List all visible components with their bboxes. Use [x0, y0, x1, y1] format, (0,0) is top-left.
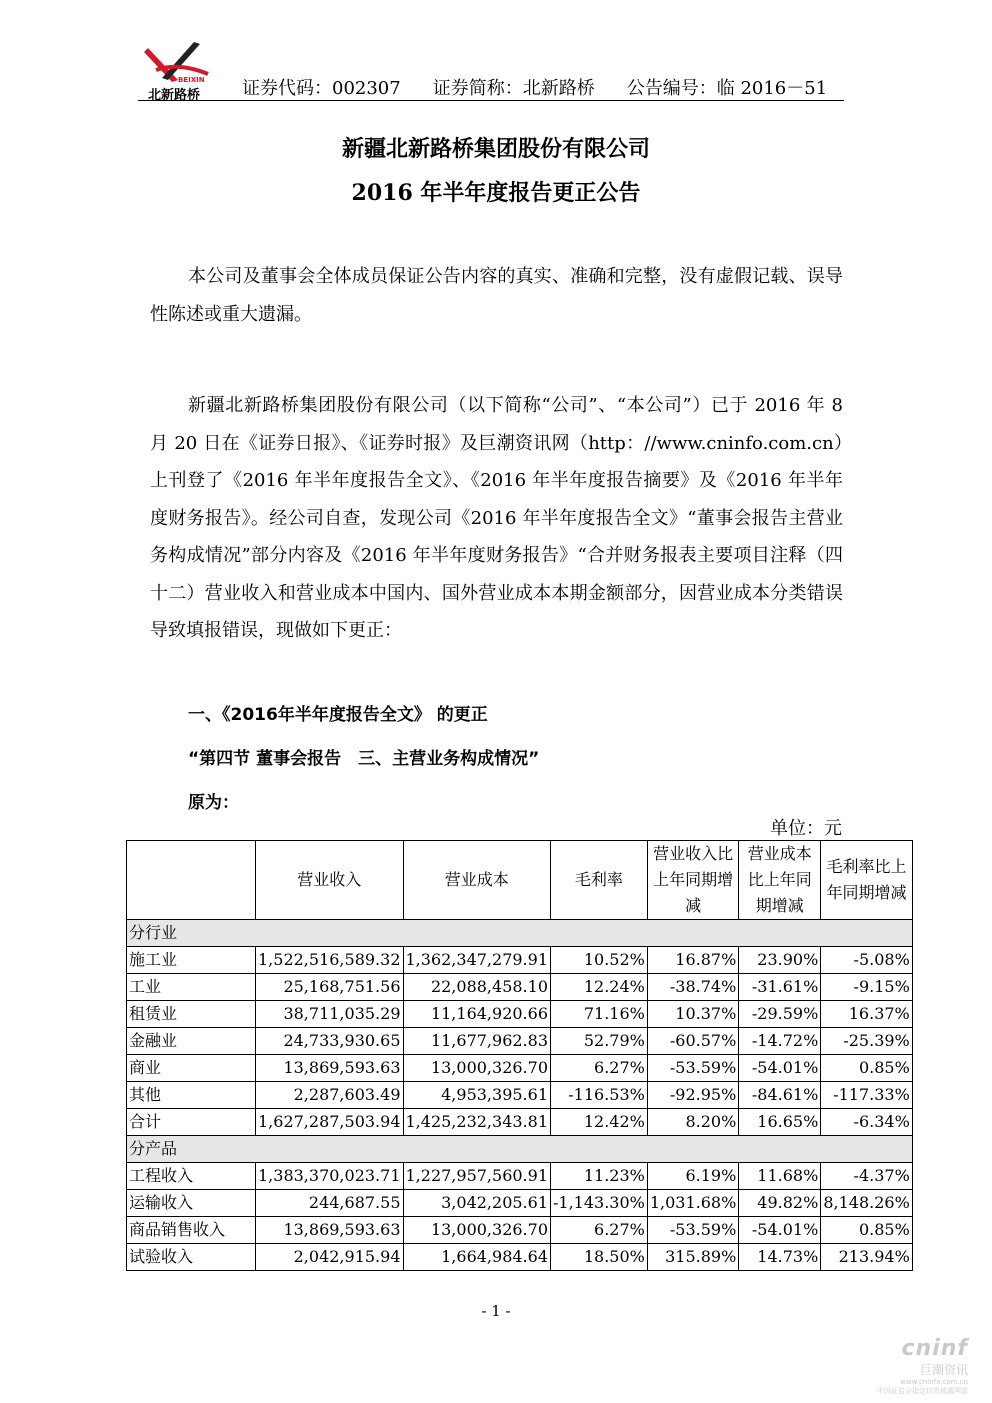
value-cell: -5.08%	[821, 947, 912, 974]
value-cell: 315.89%	[647, 1244, 738, 1271]
value-cell: 1,664,984.64	[403, 1244, 551, 1271]
value-cell: 1,362,347,279.91	[403, 947, 551, 974]
value-cell: 4,953,395.61	[403, 1082, 551, 1109]
watermark-url: www.cninfo.com.cn	[900, 1378, 968, 1386]
table-row	[127, 1028, 913, 1055]
value-cell: -84.61%	[739, 1082, 821, 1109]
value-cell: -38.74%	[647, 974, 738, 1001]
section-row-product	[127, 1136, 913, 1163]
value-cell: 0.85%	[821, 1055, 912, 1082]
value-cell: -117.33%	[821, 1082, 912, 1109]
value-cell: 13,000,326.70	[403, 1217, 551, 1244]
header-cell: 营业收入比上年同期增减	[647, 841, 738, 920]
table-row	[127, 1244, 913, 1271]
value-cell: 18.50%	[551, 1244, 648, 1271]
value-cell: -60.57%	[647, 1028, 738, 1055]
value-cell: 8.20%	[647, 1109, 738, 1136]
value-cell: 71.16%	[551, 1001, 648, 1028]
value-cell: 16.87%	[647, 947, 738, 974]
watermark-tagline: 中国证监会指定信息披露网站	[877, 1387, 968, 1395]
header-cell: 营业收入	[256, 841, 404, 920]
table-row	[127, 1055, 913, 1082]
watermark-cn: 巨潮资讯	[919, 1363, 968, 1377]
table-row	[127, 1001, 913, 1028]
row-label-cell: 试验收入	[127, 1244, 256, 1271]
row-label-cell: 租赁业	[127, 1001, 256, 1028]
value-cell: 11.23%	[551, 1163, 648, 1190]
page-number: - 1 -	[481, 1302, 511, 1320]
value-cell: 244,687.55	[256, 1190, 404, 1217]
value-cell: 13,000,326.70	[403, 1055, 551, 1082]
value-cell: 16.37%	[821, 1001, 912, 1028]
value-cell: -116.53%	[551, 1082, 648, 1109]
value-cell: 38,711,035.29	[256, 1001, 404, 1028]
table-header-row	[127, 841, 913, 920]
row-label-cell: 商品销售收入	[127, 1217, 256, 1244]
table-row	[127, 1163, 913, 1190]
industry-rows	[127, 947, 913, 1136]
value-cell: 49.82%	[739, 1190, 821, 1217]
row-label-cell: 合计	[127, 1109, 256, 1136]
table-row	[127, 947, 913, 974]
value-cell: -25.39%	[821, 1028, 912, 1055]
value-cell: -6.34%	[821, 1109, 912, 1136]
value-cell: 14.73%	[739, 1244, 821, 1271]
header-cell: 毛利率比上年同期增减	[821, 841, 912, 920]
value-cell: -53.59%	[647, 1055, 738, 1082]
header-cell: 营业成本比上年同期增减	[739, 841, 821, 920]
original-label: 原为：	[188, 793, 239, 813]
value-cell: 2,042,915.94	[256, 1244, 404, 1271]
value-cell: 1,031.68%	[647, 1190, 738, 1217]
value-cell: 1,522,516,589.32	[256, 947, 404, 974]
watermark-brand: cninf	[901, 1336, 968, 1361]
row-label-cell: 其他	[127, 1082, 256, 1109]
value-cell: 11,677,962.83	[403, 1028, 551, 1055]
cninfo-watermark	[838, 1336, 968, 1396]
value-cell: 52.79%	[551, 1028, 648, 1055]
value-cell: 6.27%	[551, 1055, 648, 1082]
value-cell: 8,148.26%	[821, 1190, 912, 1217]
value-cell: -92.95%	[647, 1082, 738, 1109]
value-cell: 24,733,930.65	[256, 1028, 404, 1055]
value-cell: 11.68%	[739, 1163, 821, 1190]
logo-wordmark: 北新路桥	[148, 88, 201, 103]
row-label-cell: 运输收入	[127, 1190, 256, 1217]
value-cell: 2,287,603.49	[256, 1082, 404, 1109]
header-cell: 营业成本	[403, 841, 551, 920]
value-cell: 213.94%	[821, 1244, 912, 1271]
section-label: 分行业	[127, 920, 913, 947]
value-cell: 13,869,593.63	[256, 1055, 404, 1082]
value-cell: -14.72%	[739, 1028, 821, 1055]
value-cell: 23.90%	[739, 947, 821, 974]
value-cell: -1,143.30%	[551, 1190, 648, 1217]
value-cell: 22,088,458.10	[403, 974, 551, 1001]
stock-name: 证券简称：北新路桥	[432, 78, 595, 99]
value-cell: 16.65%	[739, 1109, 821, 1136]
section-row-industry	[127, 920, 913, 947]
table-row	[127, 1082, 913, 1109]
table-row	[127, 974, 913, 1001]
value-cell: 12.24%	[551, 974, 648, 1001]
value-cell: 3,042,205.61	[403, 1190, 551, 1217]
subsection-heading: “第四节 董事会报告 三、主营业务构成情况”	[188, 749, 540, 769]
table-row	[127, 1109, 913, 1136]
notice-number: 公告编号：临 2016－51	[626, 78, 828, 99]
value-cell: 25,168,751.56	[256, 974, 404, 1001]
statement-paragraph: 本公司及董事会全体成员保证公告内容的真实、准确和完整，没有虚假记载、误导性陈述或重大遗漏。	[150, 266, 843, 325]
table-row	[127, 1190, 913, 1217]
value-cell: 1,425,232,343.81	[403, 1109, 551, 1136]
value-cell: -53.59%	[647, 1217, 738, 1244]
value-cell: 1,383,370,023.71	[256, 1163, 404, 1190]
header-cell	[127, 841, 256, 920]
value-cell: 0.85%	[821, 1217, 912, 1244]
business-composition-table	[126, 840, 913, 1271]
value-cell: 6.19%	[647, 1163, 738, 1190]
header-cell: 毛利率	[551, 841, 648, 920]
company-title: 新疆北新路桥集团股份有限公司	[341, 136, 650, 162]
page-header	[138, 40, 844, 101]
row-label-cell: 工业	[127, 974, 256, 1001]
row-label-cell: 施工业	[127, 947, 256, 974]
value-cell: 1,227,957,560.91	[403, 1163, 551, 1190]
value-cell: -29.59%	[739, 1001, 821, 1028]
value-cell: 10.52%	[551, 947, 648, 974]
table-row	[127, 1217, 913, 1244]
body-paragraph: 新疆北新路桥集团股份有限公司（以下简称“公司”、“本公司”）已于 2016 年 8 月 20 日在《证券日报》、《证券时报》及巨潮资讯网（http：//www.cninfo.com.cn）上刊登了《2016 年半年度报告全文》、《2016 年半年度报告摘要》及《2016 年半年度财务报告》。经公司自查，发现公司《2016 年半年度报告全文》“董事会报告主营业务构成情况”部分内容及《2016 年半年度财务报告》“合并财务报表主要项目注释（四十二）营业收入和营业成本中国内、国外营业成本本期金额部分，因营业成本分类错误导致填报错误，现做如下更正：	[150, 395, 843, 641]
value-cell: -31.61%	[739, 974, 821, 1001]
product-rows	[127, 1163, 913, 1271]
header-info	[242, 74, 827, 100]
value-cell: 10.37%	[647, 1001, 738, 1028]
value-cell: 1,627,287,503.94	[256, 1109, 404, 1136]
value-cell: -54.01%	[739, 1055, 821, 1082]
row-label-cell: 商业	[127, 1055, 256, 1082]
value-cell: 6.27%	[551, 1217, 648, 1244]
unit-label: 单位：元	[770, 818, 842, 839]
value-cell: -4.37%	[821, 1163, 912, 1190]
value-cell: 12.42%	[551, 1109, 648, 1136]
logo-sub-text: BEIXIN	[178, 76, 205, 84]
section-label: 分产品	[127, 1136, 913, 1163]
value-cell: -54.01%	[739, 1217, 821, 1244]
value-cell: 13,869,593.63	[256, 1217, 404, 1244]
row-label-cell: 工程收入	[127, 1163, 256, 1190]
stock-code: 证券代码：002307	[242, 78, 401, 99]
section-heading: 一、《2016年半年度报告全文》 的更正	[188, 705, 488, 725]
value-cell: -9.15%	[821, 974, 912, 1001]
value-cell: 11,164,920.66	[403, 1001, 551, 1028]
report-title: 2016 年半年度报告更正公告	[351, 180, 641, 206]
row-label-cell: 金融业	[127, 1028, 256, 1055]
